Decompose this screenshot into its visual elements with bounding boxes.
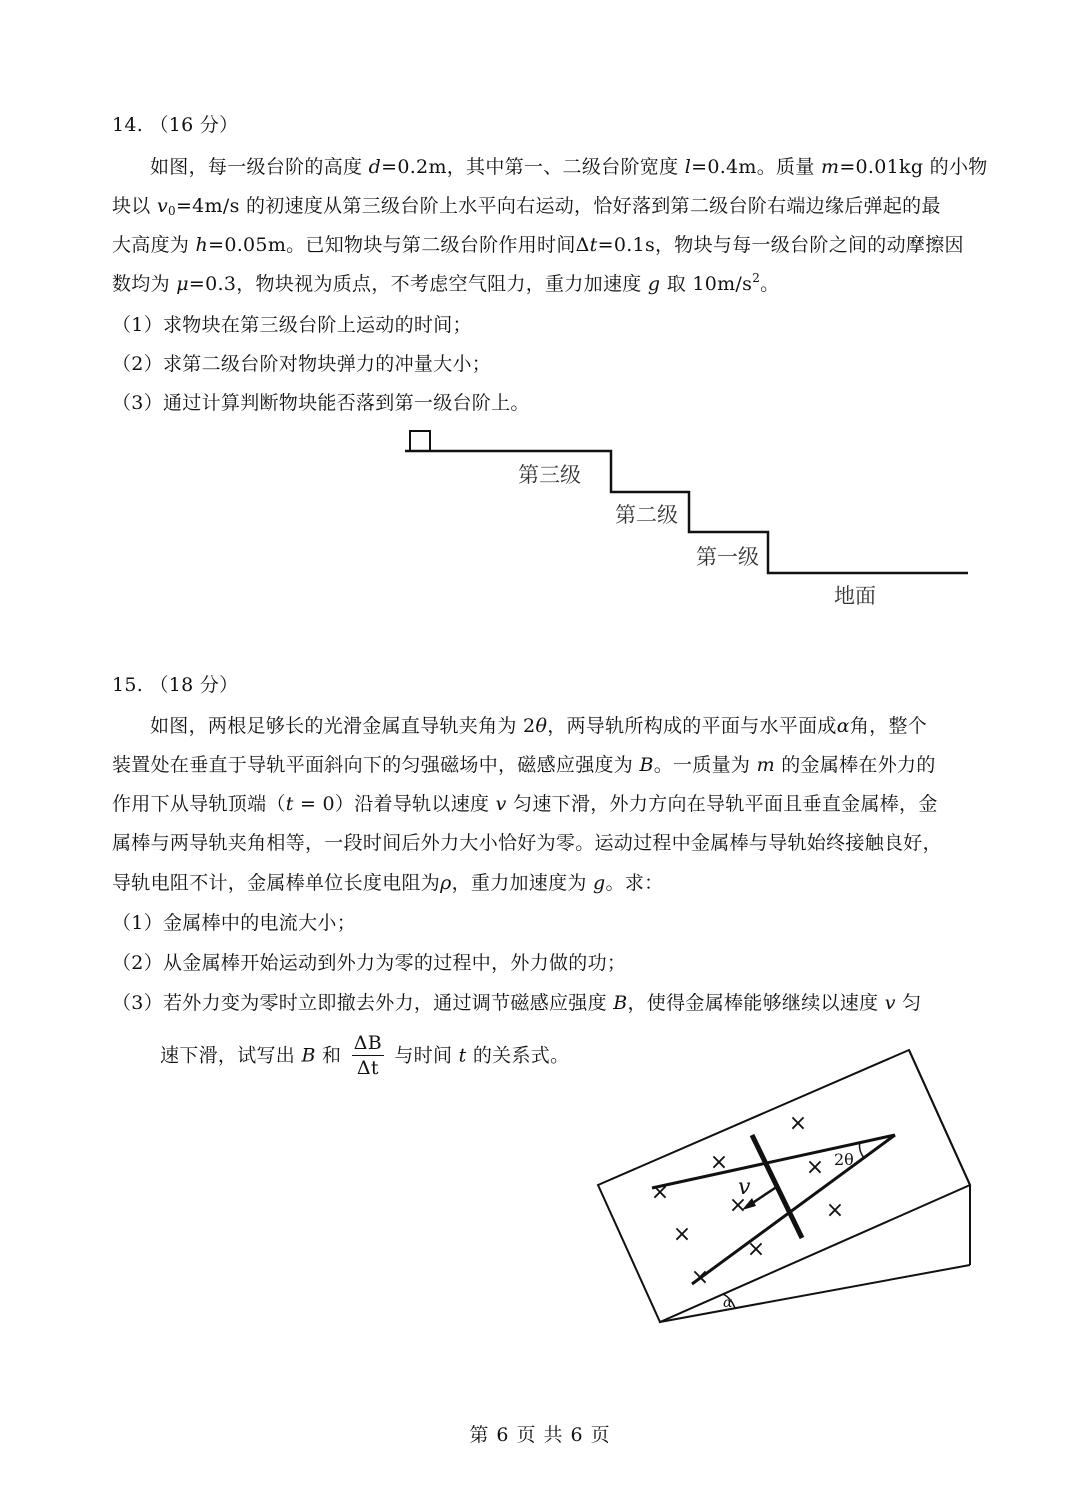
field-cross: × (746, 1237, 766, 1262)
label-alpha: α (723, 1295, 733, 1311)
label-step2: 第二级 (615, 503, 678, 527)
q15-header: 15. （18 分） (112, 674, 239, 696)
field-cross: × (672, 1222, 692, 1247)
q15-line-4: 属棒与两导轨夹角相等，一段时间后外力大小恰好为零。运动过程中金属棒与导轨始终接触良好， (112, 832, 942, 854)
q14-line-4: 数均为 μ=0.3，物块视为质点，不考虑空气阻力，重力加速度 g 取 $10m/s^2$。 (112, 271, 780, 295)
q14-sub-3: （3）通过计算判断物块能否落到第一级台阶上。 (112, 392, 530, 414)
label-step3: 第三级 (518, 463, 581, 487)
field-cross: × (728, 1193, 748, 1218)
q14-line-3: 大高度为 h=0.05m。已知物块与第二级台阶作用时间Δt=0.1s，物块与每一级台阶之间的动摩擦因 (112, 234, 964, 256)
delta-b-over-delta-t: $\frac{\Delta B}{\Delta t}$ (353, 1032, 382, 1079)
label-v: v (738, 1175, 751, 1200)
q14-sub-2: （2）求第二级台阶对物块弹力的冲量大小； (112, 353, 492, 375)
label-step1: 第一级 (696, 545, 759, 569)
q14-line-2: 块以 $v_0=4m/s$ 的初速度从第三级台阶上水平向右运动，恰好落到第二级台阶右端边缘后弹起的最 (112, 195, 941, 218)
q15-sub-3: （3）若外力变为零时立即撤去外力，通过调节磁感应强度 B，使得金属棒能够继续以速度 v 匀 (112, 992, 922, 1014)
label-ground: 地面 (834, 584, 876, 608)
q14-sub-1: （1）求物块在第三级台阶上运动的时间； (112, 314, 472, 336)
q15-line-3: 作用下从导轨顶端（t = 0）沿着导轨以速度 v 匀速下滑，外力方向在导轨平面且垂直金属棒，金 (112, 793, 938, 815)
q14-header: 14. （16 分） (112, 114, 239, 136)
field-cross: × (788, 1111, 808, 1136)
page-footer: 第 6 页 共 6 页 (469, 1424, 611, 1446)
q15-line-2: 装置处在垂直于导轨平面斜向下的匀强磁场中，磁感应强度为 B。一质量为 m 的金属棒在外力的 (112, 754, 936, 776)
q15-sub-1: （1）金属棒中的电流大小； (112, 912, 356, 934)
field-cross: × (709, 1150, 729, 1175)
q14-line-1: 如图，每一级台阶的高度 d=0.2m，其中第一、二级台阶宽度 l=0.4m。质量 m=0.01kg 的小物 (150, 156, 988, 178)
field-cross: × (805, 1155, 825, 1180)
field-cross: × (825, 1198, 845, 1223)
angle-2theta-arc (860, 1142, 865, 1158)
q15-sub-3-cont: 速下滑，试写出 B 和 $\frac{\Delta B}{\Delta t}$ 与时间 t 的关系式。 (160, 1032, 570, 1079)
q15-line-1: 如图，两根足够长的光滑金属直导轨夹角为 2θ，两导轨所构成的平面与水平面成α角，整个 (150, 715, 928, 737)
q15-line-5: 导轨电阻不计，金属棒单位长度电阻为ρ，重力加速度为 g。求： (112, 872, 664, 894)
label-2theta: 2θ (834, 1150, 854, 1169)
field-cross: × (690, 1265, 710, 1290)
field-cross: × (650, 1180, 670, 1205)
plane-right-side (909, 1050, 970, 1265)
q15-sub-2: （2）从金属棒开始运动到外力为零的过程中，外力做的功； (112, 952, 627, 974)
